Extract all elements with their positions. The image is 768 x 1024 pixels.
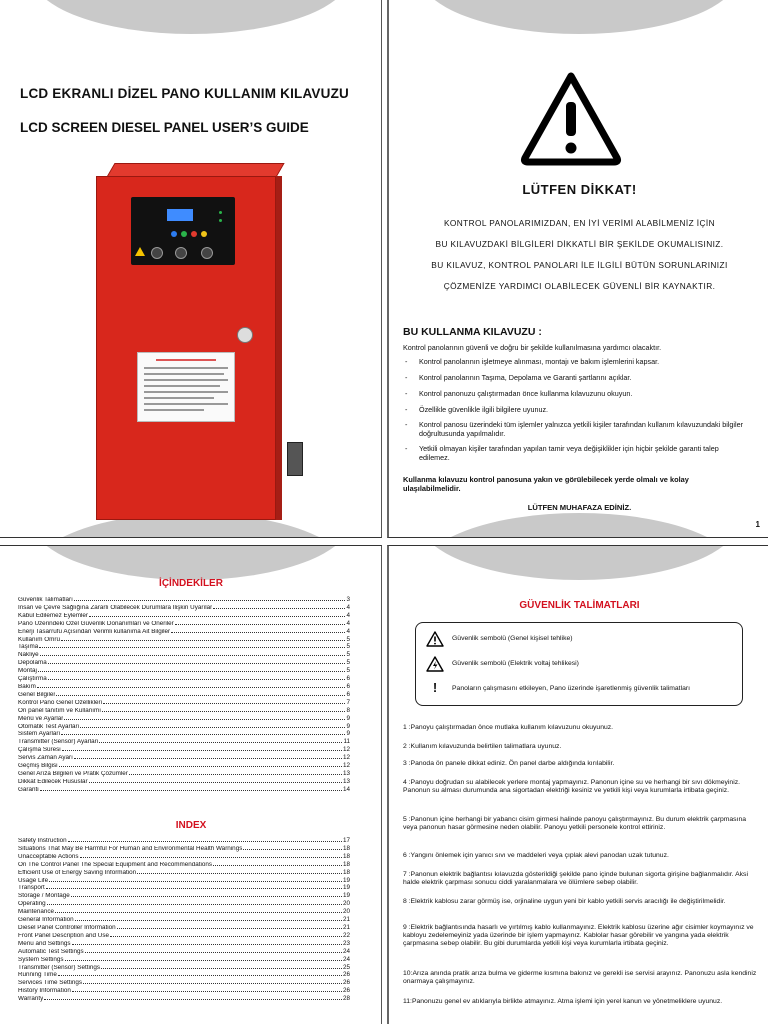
toc-leader-dots [74, 596, 346, 601]
toc-row [18, 699, 350, 707]
selector-knob [175, 247, 187, 259]
controller-panel [131, 197, 235, 265]
safety-rule: 5 :Panonun içine herhangi bir yabancı cisim girmesi halinde panoyu çalıştırmayınız. Bu durum elektrik çarpmasına veya panonun hasar görmesine neden olabilir. Panoyu yetkili personele kontrol ettiriniz. [403, 816, 747, 832]
toc-entry-title: History Information [18, 988, 71, 995]
toc-entry-title: Maintenance [18, 909, 55, 916]
notice-line: ÇÖZMENİZE YARDIMCI OLABİLECEK GÜVENLİ BİR KAYNAKTIR. [443, 281, 716, 291]
toc-entry-title: Unacceptable Actions [18, 853, 79, 860]
toc-list-turkish [18, 596, 350, 794]
safety-rule: 6 :Yangını önlemek için yanıcı sıvı ve maddeleri veya çıplak alevi panodan uzak tutunuz. [403, 852, 669, 859]
warning-page [387, 0, 768, 538]
index-row [18, 924, 350, 932]
bullet-item: - Kontrol panolarının işletmeye alınması, montajı ve bakım işlemlerini kapsar. [405, 357, 660, 366]
intro-text: Kontrol panolarının güvenli ve doğru bir şekilde kullanılmasına yardımcı olacaktır. [403, 343, 662, 352]
toc-entry-title: Nakliye [18, 652, 39, 659]
page-number: 1 [755, 520, 760, 529]
toc-page-number: 11 [343, 738, 350, 746]
toc-row [18, 620, 350, 628]
toc-page-number: 5 [346, 635, 350, 643]
toc-entry-title: Operating [18, 901, 46, 908]
safety-rule: 10:Arıza anında pratik arıza bulma ve giderme kısmına bakınız ve gerekli ise servisi arayınız. Panonuzu asla kendiniz onarmaya çalışmayınız. [403, 970, 757, 986]
toc-leader-dots [83, 979, 342, 984]
toc-entry-title: Güvenlik Talimatları [18, 597, 73, 603]
toc-leader-dots [39, 643, 345, 648]
index-row [18, 861, 350, 869]
index-row [18, 837, 350, 845]
toc-row [18, 636, 350, 644]
toc-leader-dots [175, 620, 346, 625]
toc-entry-title: Dikkat Edilecek Hususlar [18, 778, 88, 785]
toc-page-number: 19 [342, 884, 350, 892]
safety-rule: 2 :Kullanım kılavuzunda belirtilen talimatlara uyunuz. [403, 743, 562, 750]
index-row [18, 956, 350, 964]
toc-page-number: 12 [342, 754, 350, 762]
toc-leader-dots [213, 604, 345, 609]
warning-triangle-icon [426, 631, 444, 647]
toc-entry-title: Menu and Settings [18, 940, 71, 947]
toc-leader-dots [46, 884, 342, 889]
toc-page-number: 7 [346, 698, 350, 706]
toc-leader-dots [58, 971, 342, 976]
legend-row-electric: Güvenlik sembolü (Elektrik voltaj tehlikesi) [426, 656, 736, 672]
index-row [18, 877, 350, 885]
notice-line: BU KILAVUZDAKİ BİLGİLERİ DİKKATLİ BİR ŞEKİLDE OKUMALISINIZ. [435, 239, 724, 249]
toc-entry-title: Genel Bilgiler [18, 691, 56, 698]
safety-rule: 7 :Panonun elektrik bağlantısı kılavuzda gösterildiği şekilde pano içinde bulunan sigorta girişine bağlanmalıdır. Aksi halde elektrik çarpması sonucu ciddi yaralanmalara ve ölümlere sebep olabilir. [403, 871, 748, 887]
toc-entry-title: Bakım [18, 683, 36, 690]
toc-leader-dots [85, 948, 342, 953]
toc-page-number: 5 [346, 667, 350, 675]
toc-leader-dots [61, 730, 345, 735]
toc-page-number: 6 [346, 675, 350, 683]
toc-entry-title: Running Time [18, 972, 57, 979]
toc-page-number: 9 [346, 714, 350, 722]
toc-leader-dots [89, 778, 342, 783]
toc-page-number: 9 [346, 730, 350, 738]
index-row [18, 853, 350, 861]
toc-entry-title: Taşıma [18, 644, 39, 651]
toc-page-number: 13 [342, 777, 350, 785]
bullet-item: - Kontrol panolarının Taşıma, Depolama ve Garanti şartlarını açıklar. [405, 373, 632, 382]
safety-page [387, 545, 768, 1024]
instruction-label [137, 352, 235, 422]
index-row [18, 900, 350, 908]
toc-leader-dots [44, 995, 342, 1000]
toc-row [18, 628, 350, 636]
toc-leader-dots [74, 754, 342, 759]
toc-leader-dots [40, 786, 342, 791]
index-row [18, 995, 350, 1003]
safety-heading: GÜVENLİK TALİMATLARI [519, 600, 640, 611]
safety-rule: 8 :Elektrik kablosu zarar görmüş ise, orjinaline uygun yeni bir kablo yetkili servis aracılığı ile değiştirilmelidir. [403, 898, 726, 905]
toc-entry-title: Pano Üzerindeki Özel Güvenlik Donanımları ve Öneriler [18, 620, 174, 627]
title-english: LCD SCREEN DIESEL PANEL USER’S GUIDE [20, 120, 309, 135]
index-row [18, 987, 350, 995]
attention-heading: LÜTFEN DİKKAT! [522, 182, 637, 197]
toc-entry-title: Montaj [18, 668, 37, 675]
toc-entry-title: Kabul Edilemez Eylemler [18, 612, 88, 619]
toc-entry-title: İnsan ve Çevre Sağlığına Zararlı Olabilecek Durumlara İlişkin Uyarılar [18, 604, 213, 611]
index-row [18, 869, 350, 877]
toc-page-number: 23 [342, 939, 350, 947]
toc-row [18, 675, 350, 683]
toc-entry-title: Diesel Panel Controller Information [18, 924, 116, 931]
toc-row [18, 738, 350, 746]
toc-row [18, 596, 350, 604]
toc-entry-title: Çalıştırma [18, 676, 47, 683]
toc-leader-dots [71, 892, 342, 897]
toc-leader-dots [243, 845, 342, 850]
panel-button [181, 231, 187, 237]
index-row [18, 948, 350, 956]
bullet-item: - Yetkili olmayan kişiler tarafından yapılan tamir veya değişiklikler için hiçbir şekilde garanti talep edilemez. [405, 444, 719, 462]
door-lock-icon [237, 327, 253, 343]
toc-entry-title: Usage Life [18, 877, 49, 884]
contents-page [0, 545, 382, 1024]
panel-button [201, 231, 207, 237]
bullet-item: - Özellikle güvenlikle ilgili bilgilere uyunuz. [405, 405, 549, 414]
safety-rule: 4 :Panoyu doğrudan su alabilecek yerlere montaj yapmayınız. Panonun içine su ve herhangi bir sıvı dökmeyiniz. Panonun su alması durumunda ana sigortadan elektriği kesiniz ve yetkili kişi veya kurumlarla irtibata geçiniz. [403, 779, 741, 795]
safety-rule: 3 :Panoda ön panele dikkat ediniz. Ön panel darbe aldığında kırılabilir. [403, 760, 615, 767]
toc-entry-title: Transmitter (Sensör) Ayarları [18, 739, 99, 746]
toc-leader-dots [64, 715, 345, 720]
toc-entry-title: Front Panel Description and Use [18, 932, 110, 939]
cover-page [0, 0, 382, 538]
exclamation-icon: ! [432, 680, 438, 695]
toc-leader-dots [75, 916, 342, 921]
warning-triangle-icon [519, 70, 623, 166]
hazard-sticker-icon [135, 247, 145, 256]
panel-button [191, 231, 197, 237]
toc-entry-title: Garanti [18, 786, 39, 793]
index-row [18, 932, 350, 940]
toc-page-number: 6 [346, 682, 350, 690]
toc-page-number: 5 [346, 643, 350, 651]
title-turkish: LCD EKRANLI DİZEL PANO KULLANIM KILAVUZU [20, 86, 349, 101]
toc-page-number: 26 [342, 979, 350, 987]
toc-page-number: 6 [346, 690, 350, 698]
status-led [219, 219, 222, 222]
toc-leader-dots [49, 877, 342, 882]
toc-page-number: 22 [342, 931, 350, 939]
toc-page-number: 4 [346, 603, 350, 611]
toc-entry-title: Ön panel tanıtım ve Kullanımı [18, 707, 101, 714]
toc-page-number: 26 [342, 987, 350, 995]
toc-entry-title: Transmitter (Sensor) Settings [18, 964, 101, 971]
notice-line: KONTROL PANOLARIMIZDAN, EN İYİ VERİMİ ALABİLMENİZ İÇİN [443, 218, 715, 228]
toc-entry-title: Sistem Ayarları [18, 731, 61, 738]
toc-entry-title: Services Time Settings [18, 980, 83, 987]
toc-leader-dots [72, 940, 342, 945]
toc-leader-dots [129, 770, 342, 775]
toc-entry-title: Servis Zaman Ayarı [18, 755, 73, 762]
toc-page-number: 5 [346, 651, 350, 659]
index-row [18, 940, 350, 948]
lcd-screen [167, 209, 193, 221]
index-row [18, 971, 350, 979]
status-led [219, 211, 222, 214]
selector-knob [201, 247, 213, 259]
toc-leader-dots [89, 612, 345, 617]
toc-entry-title: Automatic Test Settings [18, 948, 84, 955]
legend-row-general: Güvenlik sembolü (Genel kişisel tehlike) [426, 631, 736, 647]
toc-entry-title: Menü ve Ayarlar [18, 715, 64, 722]
toc-page-number: 3 [346, 596, 350, 603]
toc-leader-dots [62, 746, 342, 751]
diesel-panel-cabinet-image [96, 176, 276, 520]
please-keep-note: LÜTFEN MUHAFAZA EDİNİZ. [527, 503, 632, 512]
toc-entry-title: Situations That May Be Harmful For Human and Environmental Health Warnings [18, 845, 243, 852]
toc-leader-dots [38, 667, 346, 672]
cable-gland [287, 442, 303, 476]
toc-leader-dots [72, 987, 342, 992]
index-row [18, 964, 350, 972]
index-row [18, 908, 350, 916]
toc-entry-title: Storage / Montage [18, 893, 70, 900]
toc-row [18, 691, 350, 699]
index-row [18, 892, 350, 900]
toc-leader-dots [40, 651, 346, 656]
toc-page-number: 25 [342, 963, 350, 971]
toc-row [18, 643, 350, 651]
toc-page-number: 18 [342, 868, 350, 876]
toc-page-number: 8 [346, 706, 350, 714]
toc-page-number: 14 [342, 785, 350, 793]
page-top-arc [419, 0, 739, 34]
toc-entry-title: Kullanım Ömrü [18, 636, 60, 643]
toc-page-number: 19 [342, 892, 350, 900]
toc-leader-dots [137, 869, 342, 874]
toc-row [18, 667, 350, 675]
index-row [18, 884, 350, 892]
keep-manual-note: Kullanma kılavuzu kontrol panosuna yakın ve görülebilecek yerde olmalı ve kolay ulaşılabilmelidir. [403, 475, 689, 493]
toc-entry-title: Safety Instruction [18, 838, 67, 844]
toc-page-number: 9 [346, 722, 350, 730]
toc-page-number: 28 [342, 995, 350, 1003]
toc-entry-title: Genel Arıza Bilgileri ve Pratik Çözümler [18, 770, 128, 777]
toc-page-number: 21 [342, 916, 350, 924]
toc-entry-title: Efficient Use of Energy Saving Information [18, 869, 137, 876]
toc-entry-title: Otomatik Test Ayarları [18, 723, 80, 730]
toc-entry-title: General Information [18, 917, 74, 924]
toc-leader-dots [102, 707, 346, 712]
toc-page-number: 20 [342, 900, 350, 908]
index-row [18, 979, 350, 987]
toc-page-number: 21 [342, 923, 350, 931]
toc-page-number: 12 [342, 746, 350, 754]
toc-leader-dots [103, 699, 345, 704]
safety-rule: 1 :Panoyu çalıştırmadan önce mutlaka kullanım kılavuzunu okuyunuz. [403, 724, 614, 731]
toc-entry-title: Geçmiş Bilgisi [18, 763, 58, 770]
toc-row [18, 715, 350, 723]
toc-leader-dots [47, 900, 342, 905]
index-row [18, 845, 350, 853]
toc-entry-title: On The Control Panel The Special Equipment and Recommendations [18, 861, 213, 868]
toc-page-number: 13 [342, 769, 350, 777]
safety-rule: 11:Panonuzu genel ev atıklarıyla birlikte atmayınız. Atma işlemi için yerel kanun ve yönetmeliklere uyunuz. [403, 998, 723, 1005]
toc-page-number: 4 [346, 619, 350, 627]
toc-leader-dots [80, 853, 342, 858]
toc-leader-dots [55, 908, 342, 913]
toc-page-number: 4 [346, 611, 350, 619]
toc-page-number: 24 [342, 955, 350, 963]
toc-page-number: 20 [342, 908, 350, 916]
toc-row [18, 778, 350, 786]
toc-leader-dots [37, 683, 346, 688]
index-row [18, 916, 350, 924]
toc-page-number: 18 [342, 852, 350, 860]
toc-row [18, 770, 350, 778]
bullet-item: - Kontrol panonuzu çalıştırmadan önce kullanma kılavuzunu okuyun. [405, 389, 633, 398]
toc-page-number: 4 [346, 627, 350, 635]
notice-line: BU KILAVUZ, KONTROL PANOLARI İLE İLGİLİ BÜTÜN SORUNLARINIZI [431, 260, 728, 270]
toc-page-number: 5 [346, 659, 350, 667]
electric-hazard-icon [426, 656, 444, 672]
toc-leader-dots [68, 837, 342, 842]
page-top-arc [419, 545, 739, 580]
toc-leader-dots [117, 924, 342, 929]
toc-row [18, 651, 350, 659]
toc-leader-dots [65, 956, 342, 961]
toc-row [18, 683, 350, 691]
toc-page-number: 17 [342, 837, 350, 844]
toc-page-number: 18 [342, 860, 350, 868]
selector-knob [151, 247, 163, 259]
toc-row [18, 754, 350, 762]
toc-page-number: 18 [342, 844, 350, 852]
toc-list-english [18, 837, 350, 1003]
toc-entry-title: Kontrol Pano Genel Özellikleri [18, 699, 102, 706]
toc-row [18, 659, 350, 667]
toc-leader-dots [99, 738, 342, 743]
toc-leader-dots [171, 628, 345, 633]
safety-symbols-box [415, 622, 743, 706]
toc-row [18, 786, 350, 794]
toc-row [18, 746, 350, 754]
toc-entry-title: System Settings [18, 956, 64, 963]
toc-row [18, 604, 350, 612]
toc-page-number: 19 [342, 876, 350, 884]
toc-row [18, 730, 350, 738]
section-title: BU KULLANMA KILAVUZU : [403, 326, 542, 338]
toc-leader-dots [48, 675, 346, 680]
page-top-arc [31, 0, 351, 34]
toc-entry-title: Depolama [18, 660, 47, 667]
page-bottom-arc [419, 513, 739, 538]
bullet-item: - Kontrol panosu üzerindeki tüm işlemler yalnızca yetkili kişiler tarafından kullanım kılavuzundaki bilgiler doğrultusunda yapılmalıdır. [405, 420, 743, 438]
toc-page-number: 26 [342, 971, 350, 979]
toc-page-number: 12 [342, 762, 350, 770]
toc-leader-dots [110, 932, 342, 937]
toc-leader-dots [213, 861, 342, 866]
toc-entry-title: Çalışma Süresi [18, 747, 61, 754]
toc-page-number: 24 [342, 947, 350, 955]
safety-rule: 9 :Elektrik bağlantısında hasarlı ve yırtılmış kablo kullanmayınız. Elektrik kablosu üzerine ağır cisimler koymayınız ve kabloyu zedelemeyiniz yada üzerinde bir işlem yapmayınız. Kablolar hasar görebilir ve yangına yada elektrik çarpmasına sebep olabilir. Bu gibi durumlarda yetkili kişi veya kurumlarla irtibata geçiniz. [403, 924, 754, 948]
toc-row [18, 762, 350, 770]
page-top-arc [31, 545, 351, 580]
toc-row [18, 723, 350, 731]
toc-entry-title: Enerji Tasarrufu Açısından Verimli kullanıma Ait Bilgiler [18, 628, 171, 635]
toc-leader-dots [61, 636, 345, 641]
toc-entry-title: Transport [18, 885, 45, 892]
toc-heading: İÇİNDEKİLER [159, 578, 223, 589]
legend-row-panel: ! Panoların çalışmasını etkileyen, Pano üzerinde işaretlenmiş güvenlik talimatları [426, 681, 736, 697]
toc-row [18, 707, 350, 715]
toc-entry-title: Warranty [18, 996, 44, 1003]
index-heading: INDEX [175, 820, 207, 831]
toc-leader-dots [101, 964, 342, 969]
toc-leader-dots [80, 723, 345, 728]
panel-button [171, 231, 177, 237]
toc-leader-dots [56, 691, 345, 696]
toc-leader-dots [48, 659, 346, 664]
toc-leader-dots [59, 762, 342, 767]
toc-row [18, 612, 350, 620]
